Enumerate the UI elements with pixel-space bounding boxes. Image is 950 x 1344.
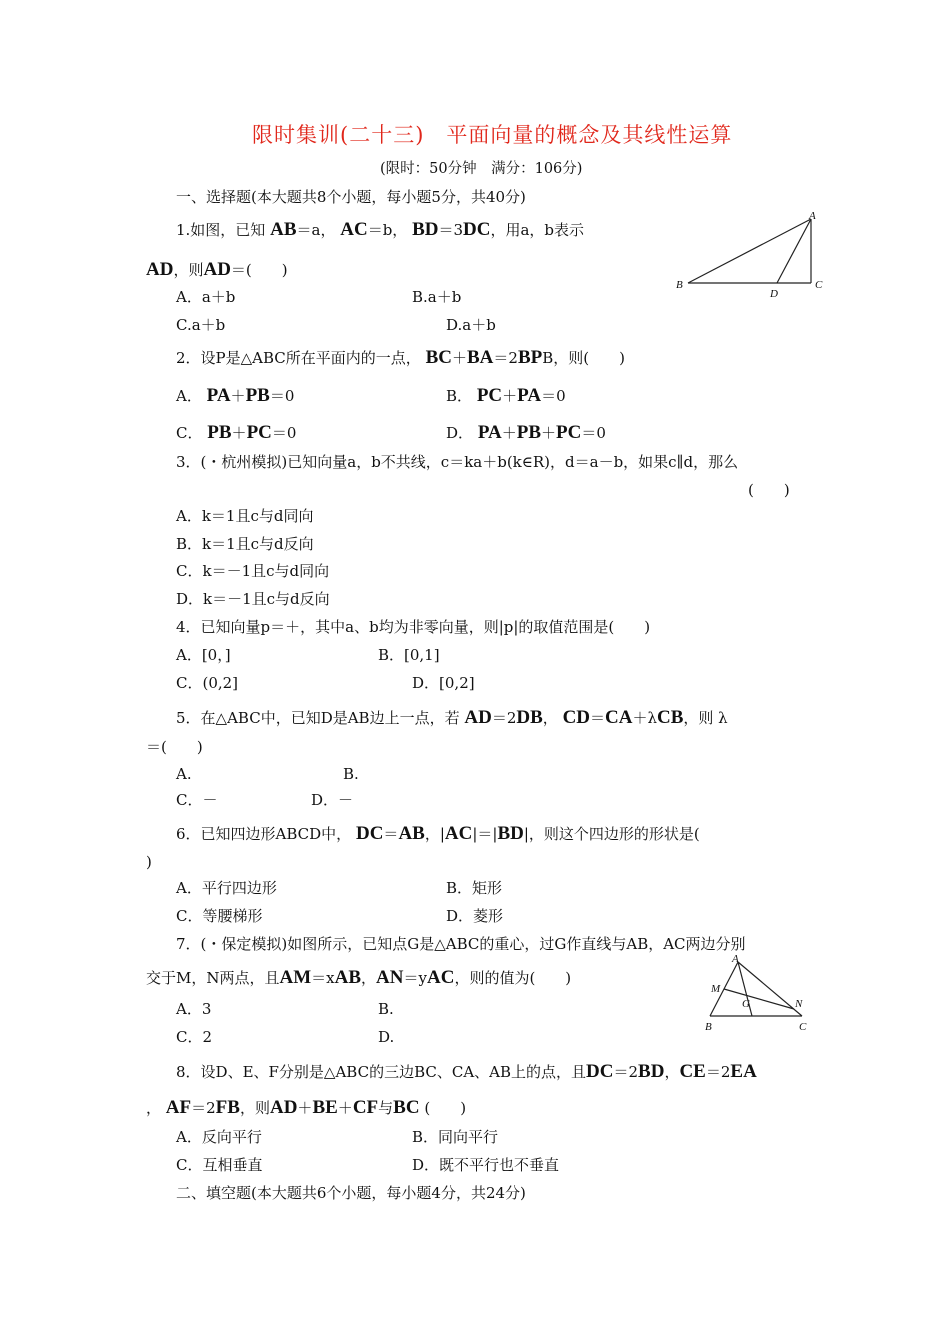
q4-option-a[interactable]: A．[0，]	[176, 646, 231, 664]
q2-option-a[interactable]	[176, 386, 294, 405]
text: ＋	[231, 424, 247, 442]
question-4-stem: 4．已知向量p＝＋，其中a、b均为非零向量，则|p|的取值范围是( )	[176, 618, 651, 636]
page-subtitle: (限时：50分钟 满分：106分)	[380, 161, 583, 177]
label-m: M	[711, 983, 721, 995]
vector-dc: DC	[586, 1061, 614, 1082]
text: ，则	[239, 1099, 270, 1117]
section-heading-choice: 一、选择题(本大题共8个小题，每小题5分，共40分)	[176, 188, 526, 206]
label-b: B	[676, 279, 683, 291]
q8-option-a[interactable]: A．反向平行	[176, 1128, 262, 1146]
label-d: D	[770, 288, 778, 299]
option-label: C．	[176, 424, 203, 442]
vector-pb: PB	[207, 422, 232, 443]
vector-an: AN	[376, 967, 404, 988]
vector-ad: AD	[269, 1097, 298, 1118]
q5-option-a[interactable]: A.	[176, 765, 192, 783]
q5-option-c[interactable]: C．－	[176, 791, 218, 809]
q8-option-b[interactable]: B．同向平行	[412, 1128, 499, 1146]
question-3-stem: 3．(・杭州模拟)已知向量a，b不共线，c＝ka＋b(k∈R)，d＝a－b，如果c∥d，那么	[176, 453, 739, 471]
vector-am: AM	[279, 967, 312, 988]
text: ＋	[297, 1099, 313, 1117]
vector-ad: AD	[203, 259, 231, 280]
text: ＝y	[403, 969, 427, 987]
text: ，|	[424, 825, 445, 843]
text: B，则( )	[542, 349, 625, 367]
text: ＋	[451, 349, 467, 367]
vector-db: DB	[516, 707, 543, 728]
vector-ca: CA	[605, 707, 633, 728]
vector-pa: PA	[517, 385, 542, 406]
text: ，则的值为( )	[454, 969, 572, 987]
text: ＝	[383, 825, 399, 843]
vector-fb: FB	[215, 1097, 240, 1118]
q6-option-a[interactable]: A．平行四边形	[176, 879, 277, 897]
text: ＝0	[271, 424, 297, 442]
question-6-stem	[176, 824, 700, 843]
vector-pc: PC	[476, 385, 503, 406]
text: ，	[542, 709, 558, 727]
vector-cd: CD	[562, 707, 591, 728]
label-c: C	[799, 1021, 807, 1033]
vector-bd: BD	[412, 219, 439, 240]
q7-option-d[interactable]: D.	[378, 1028, 395, 1046]
q5-option-b[interactable]: B.	[343, 765, 359, 783]
vector-ac: AC	[444, 823, 473, 844]
page-title: 限时集训(二十三) 平面向量的概念及其线性运算	[252, 123, 733, 147]
text: |，则这个四边形的形状是(	[523, 825, 700, 843]
text: 8．设D、E、F分别是△ABC的三边BC、CA、AB上的点，且	[176, 1063, 587, 1081]
label-n: N	[795, 998, 803, 1010]
q3-option-a[interactable]: A．k＝1且c与d同向	[176, 507, 314, 525]
vector-pa: PA	[206, 385, 231, 406]
q1-option-d[interactable]: D.a＋b	[446, 316, 496, 334]
text: |＝|	[472, 825, 498, 843]
q4-option-c[interactable]: C．(0,2]	[176, 674, 239, 692]
vector-pc: PC	[246, 422, 272, 443]
vector-pc: PC	[556, 422, 582, 443]
vector-dc: DC	[463, 219, 491, 240]
q5-option-d[interactable]: D．－	[311, 791, 354, 809]
label-a: A	[809, 210, 816, 222]
label-b: B	[705, 1021, 712, 1033]
vector-ac: AC	[340, 219, 368, 240]
vector-ab: AB	[398, 823, 425, 844]
vector-ab: AB	[270, 219, 297, 240]
vector-ad: AD	[146, 259, 174, 280]
text: ，用a，b表示	[490, 221, 585, 239]
q6-option-d[interactable]: D．菱形	[446, 907, 504, 925]
label-g: G	[742, 998, 750, 1010]
section-heading-fill: 二、填空题(本大题共6个小题，每小题4分，共24分)	[176, 1184, 526, 1202]
vector-bc: BC	[425, 347, 452, 368]
vector-cf: CF	[352, 1097, 379, 1118]
text: 1.如图，已知	[176, 221, 266, 239]
text: ＝0	[541, 387, 566, 405]
vector-be: BE	[312, 1097, 338, 1118]
vector-bc: BC	[393, 1097, 420, 1118]
text: ＝2	[613, 1063, 639, 1081]
q4-option-d[interactable]: D．[0,2]	[412, 674, 475, 692]
label-a: A	[732, 953, 739, 965]
q3-option-d[interactable]: D．k＝－1且c与d反向	[176, 590, 330, 608]
question-7-line-2	[146, 968, 571, 987]
text: ＝x	[311, 969, 335, 987]
question-8-line-1	[176, 1062, 757, 1081]
vector-ab: AB	[334, 967, 362, 988]
text: ( )	[424, 1099, 467, 1117]
q4-option-b[interactable]: B．[0,1]	[378, 646, 440, 664]
q6-option-c[interactable]: C．等腰梯形	[176, 907, 263, 925]
vector-pb: PB	[245, 385, 270, 406]
text: ＝2	[191, 1099, 216, 1117]
text: ＝0	[269, 387, 295, 405]
text: ，	[361, 969, 377, 987]
text: ＋	[502, 387, 518, 405]
q8-option-d[interactable]: D．既不平行也不垂直	[412, 1156, 560, 1174]
vector-bd: BD	[497, 823, 524, 844]
text: ＋	[541, 424, 557, 442]
question-7-line-1: 7．(・保定模拟)如图所示，已知点G是△ABC的重心，过G作直线与AB，AC两边分别	[176, 935, 746, 953]
text: ＝2	[493, 349, 518, 367]
text: ＝	[590, 709, 606, 727]
vector-ea: EA	[730, 1061, 757, 1082]
q2-option-d[interactable]	[446, 423, 606, 442]
q7-triangle-figure	[700, 952, 820, 1036]
q1-option-c[interactable]: C.a＋b	[176, 316, 226, 334]
text: ＋	[337, 1099, 353, 1117]
vector-pb: PB	[516, 422, 542, 443]
q3-option-c[interactable]: C．k＝－1且c与d同向	[176, 562, 330, 580]
q1-option-b[interactable]: B.a＋b	[412, 288, 462, 306]
q8-option-c[interactable]: C．互相垂直	[176, 1156, 263, 1174]
vector-dc: DC	[355, 823, 384, 844]
text: ＝( )	[230, 261, 288, 279]
q7-option-a[interactable]: A．3	[176, 1000, 212, 1018]
question-2-stem	[176, 348, 625, 367]
text: ＝b，	[367, 221, 408, 239]
question-5-line-2: ＝( )	[146, 738, 203, 756]
vector-ac: AC	[426, 967, 455, 988]
text: ＋	[501, 424, 517, 442]
vector-bp: BP	[517, 347, 543, 368]
vector-ce: CE	[679, 1061, 706, 1082]
text: 与	[378, 1099, 394, 1117]
vector-ad: AD	[464, 707, 492, 728]
text: ＝3	[438, 221, 464, 239]
text: ＝a，	[296, 221, 336, 239]
q7-option-b[interactable]: B.	[378, 1000, 394, 1018]
text: 交于M，N两点，且	[146, 969, 280, 987]
question-1-line-2	[146, 260, 288, 279]
q7-option-c[interactable]: C．2	[176, 1028, 213, 1046]
q6-option-b[interactable]: B．矩形	[446, 879, 503, 897]
option-label: A．	[176, 387, 202, 405]
vector-ba: BA	[467, 347, 494, 368]
q1-triangle-figure	[668, 204, 833, 299]
question-5-stem	[176, 708, 728, 727]
vector-bd: BD	[638, 1061, 665, 1082]
text: 5．在△ABC中，已知D是AB边上一点，若	[176, 709, 460, 727]
vector-pa: PA	[477, 422, 502, 443]
text: ，则 λ	[683, 709, 728, 727]
text: ＋	[230, 387, 246, 405]
text: 2．设P是△ABC所在平面内的一点，	[176, 349, 421, 367]
label-c: C	[815, 279, 823, 291]
text: ，则	[173, 261, 204, 279]
text: ＝2	[705, 1063, 731, 1081]
q2-option-c[interactable]	[176, 423, 296, 442]
text: 6．已知四边形ABCD中，	[176, 825, 352, 843]
question-3-bracket: ( )	[748, 481, 790, 499]
option-label: B．	[446, 387, 473, 405]
q2-option-b[interactable]	[446, 386, 566, 405]
question-1-line-1	[176, 220, 584, 239]
text: ＝2	[491, 709, 517, 727]
option-label: D．	[446, 424, 474, 442]
text: ，	[664, 1063, 680, 1081]
q1-option-a[interactable]: A．a＋b	[176, 288, 236, 306]
vector-cb: CB	[657, 707, 684, 728]
text: ＋λ	[632, 709, 657, 727]
q3-option-b[interactable]: B．k＝1且c与d反向	[176, 535, 314, 553]
vector-af: AF	[165, 1097, 192, 1118]
text: ，	[146, 1099, 162, 1117]
question-6-line-2: )	[146, 853, 152, 871]
text: ＝0	[581, 424, 606, 442]
question-8-line-2	[146, 1098, 466, 1117]
